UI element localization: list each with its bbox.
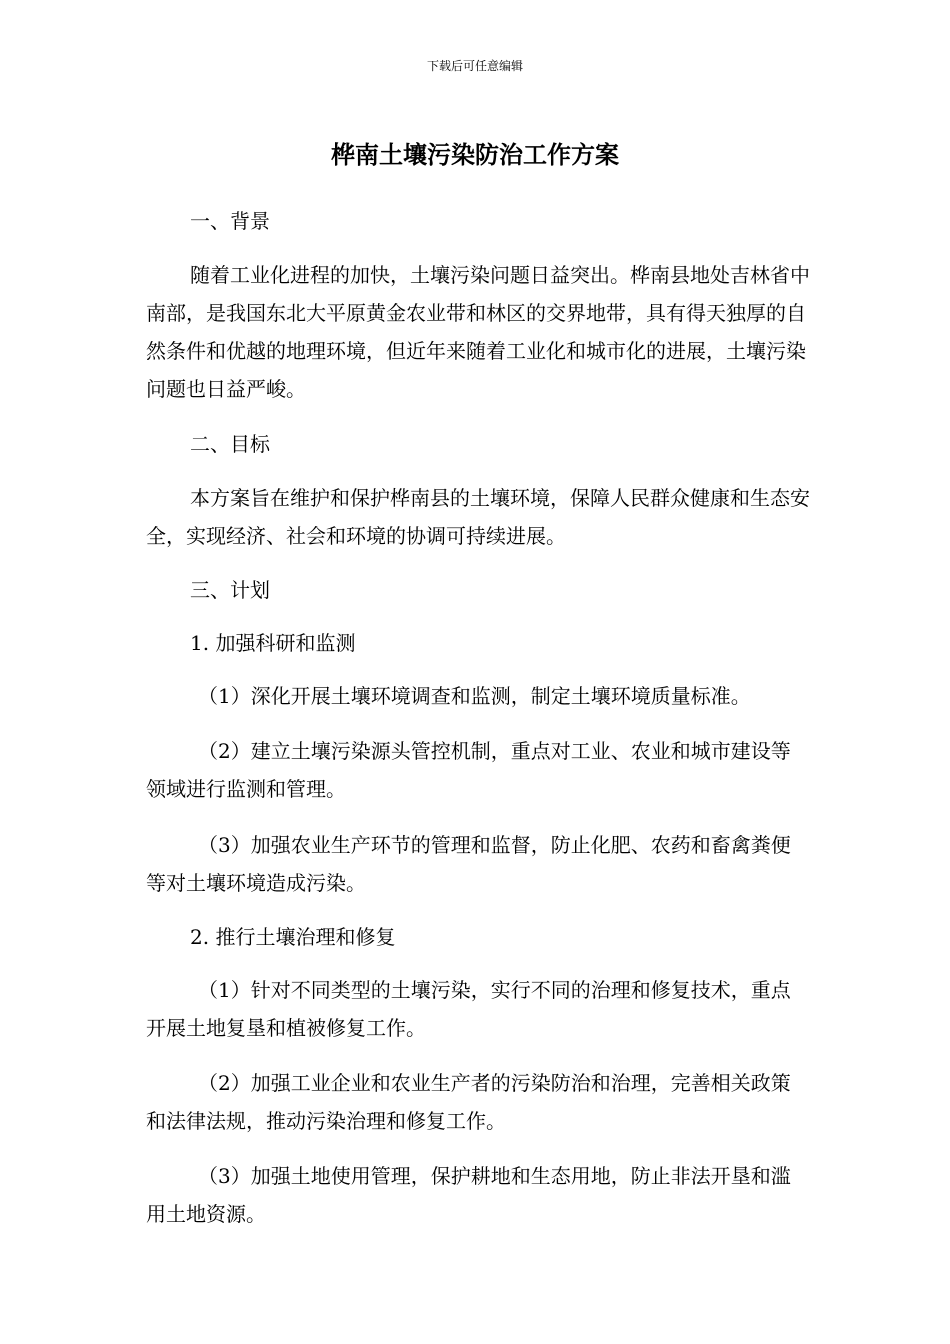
section-heading-plan: 三、计划 bbox=[190, 578, 270, 602]
paragraph-goal: 本方案旨在维护和保护桦南县的土壤环境，保障人民群众健康和生态安全，实现经济、社会和环境的协调可持续进展。 bbox=[146, 486, 810, 548]
list-item-2-2: （2）加强工业企业和农业生产者的污染防治和治理，完善相关政策和法律法规，推动污染治理和修复工作。 bbox=[146, 1071, 791, 1133]
paragraph-background: 随着工业化进程的加快，土壤污染问题日益突出。桦南县地处吉林省中南部，是我国东北大平原黄金农业带和林区的交界地带，具有得天独厚的自然条件和优越的地理环境，但近年来随着工业化和城市化的进展，土壤污染问题也日益严峻。 bbox=[146, 263, 810, 401]
list-item-2-3: （3）加强土地使用管理，保护耕地和生态用地，防止非法开垦和滥用土地资源。 bbox=[146, 1164, 791, 1226]
list-item-1-3: （3）加强农业生产环节的管理和监督，防止化肥、农药和畜禽粪便等对土壤环境造成污染。 bbox=[146, 833, 791, 895]
header-note: 下载后可任意编辑 bbox=[426, 59, 523, 73]
document-title: 桦南土壤污染防治工作方案 bbox=[331, 141, 619, 169]
section-heading-background: 一、背景 bbox=[190, 209, 270, 233]
subheading-remediation: 2. 推行土壤治理和修复 bbox=[190, 925, 396, 949]
list-item-1-2: （2）建立土壤污染源头管控机制，重点对工业、农业和城市建设等领域进行监测和管理。 bbox=[146, 739, 791, 801]
section-heading-goal: 二、目标 bbox=[190, 432, 270, 456]
list-item-1-1: （1）深化开展土壤环境调查和监测，制定土壤环境质量标准。 bbox=[198, 684, 751, 708]
subheading-research-monitoring: 1. 加强科研和监测 bbox=[190, 631, 356, 655]
list-item-2-1: （1）针对不同类型的土壤污染，实行不同的治理和修复技术，重点开展土地复垦和植被修复工作。 bbox=[146, 978, 791, 1040]
